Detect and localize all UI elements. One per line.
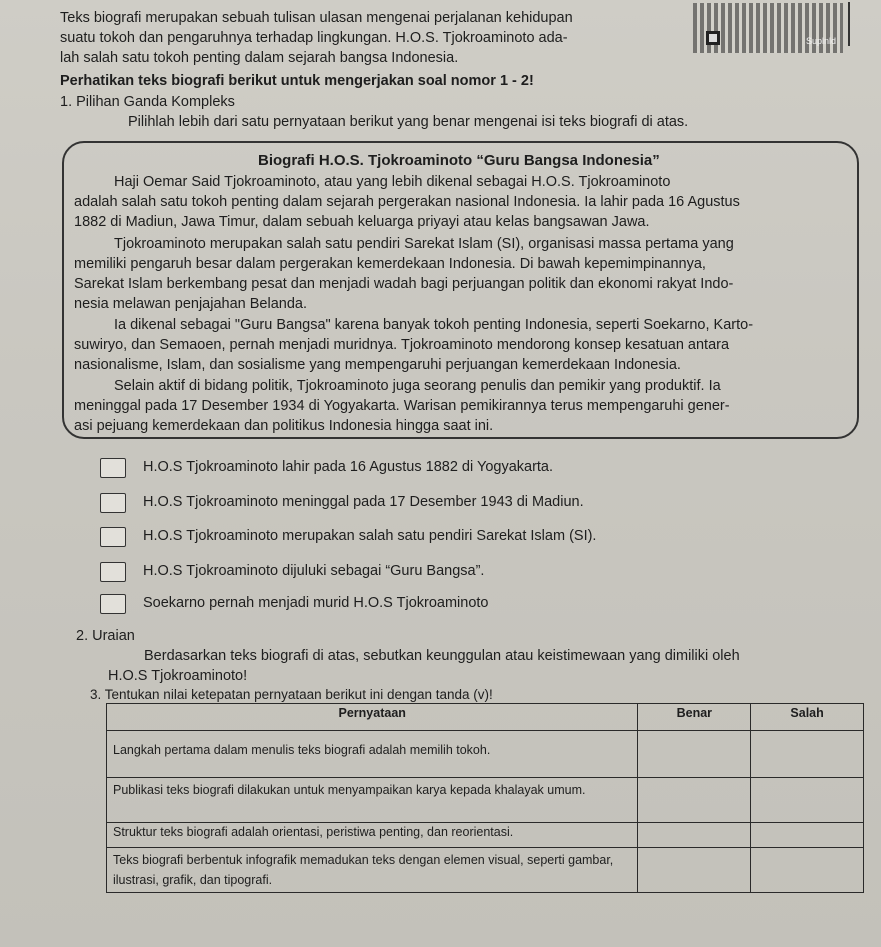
true-false-table: [106, 703, 864, 893]
q2-title: 2. Uraian: [76, 628, 135, 644]
q1-prompt: Pilihlah lebih dari satu pernyataan berikut yang benar mengenai isi teks biografi di atas.: [128, 114, 689, 130]
intro-line-3: lah salah satu tokoh penting dalam sejarah bangsa Indonesia.: [60, 50, 459, 66]
q1-title: 1. Pilihan Ganda Kompleks: [60, 94, 235, 110]
bio-p4-l2: meninggal pada 17 Desember 1934 di Yogyakarta. Warisan pemikirannya terus mempengaruhi gener-: [74, 398, 730, 414]
table-row: [107, 848, 864, 893]
option-2-checkbox[interactable]: [100, 493, 126, 513]
bio-p1-l3: 1882 di Madiun, Jawa Timur, dalam sebuah keluarga priyayi atau kelas bangsawan Jawa.: [74, 214, 650, 230]
option-4-label: H.O.S Tjokroaminoto dijuluki sebagai “Guru Bangsa”.: [143, 563, 485, 579]
intro-line-2: suatu tokoh dan pengaruhnya terhadap lingkungan. H.O.S. Tjokroaminoto ada-: [60, 30, 568, 46]
option-3-checkbox[interactable]: [100, 527, 126, 547]
qr-marker-icon: [706, 31, 720, 45]
header-true: Benar: [638, 704, 751, 731]
header-statement: Pernyataan: [107, 704, 638, 731]
answer-false-cell[interactable]: [751, 848, 864, 893]
option-1-label: H.O.S Tjokroaminoto lahir pada 16 Agustus 1882 di Yogyakarta.: [143, 459, 554, 475]
bio-p4-l3: asi pejuang kemerdekaan dan politikus Indonesia hingga saat ini.: [74, 418, 494, 434]
option-5-checkbox[interactable]: [100, 594, 126, 614]
bio-p2-l1: Tjokroaminoto merupakan salah satu pendiri Sarekat Islam (SI), organisasi massa pertama yang: [114, 236, 734, 252]
bio-p3-l2: suwiryo, dan Semaoen, pernah menjadi muridnya. Tjokroaminoto mendorong konsep kesatuan antara: [74, 337, 730, 353]
bio-p2-l2: memiliki pengaruh besar dalam pergerakan kemerdekaan Indonesia. Di bawah kepemimpinannya,: [74, 256, 706, 272]
answer-true-cell[interactable]: [638, 731, 751, 778]
biography-title: Biografi H.O.S. Tjokroaminoto “Guru Bangsa Indonesia”: [258, 152, 660, 169]
option-1-checkbox[interactable]: [100, 458, 126, 478]
q2-prompt-line-2: H.O.S Tjokroaminoto!: [108, 668, 248, 684]
instruction: Perhatikan teks biografi berikut untuk mengerjakan soal nomor 1 - 2!: [60, 73, 534, 89]
option-4-checkbox[interactable]: [100, 562, 126, 582]
answer-true-cell[interactable]: [638, 778, 751, 823]
bio-p4-l1: Selain aktif di bidang politik, Tjokroaminoto juga seorang penulis dan pemikir yang produktif. Ia: [114, 378, 721, 394]
answer-true-cell[interactable]: [638, 823, 751, 848]
bio-p1-l2: adalah salah satu tokoh penting dalam sejarah pergerakan nasional Indonesia. Ia lahir pada 16 Agustus: [74, 194, 740, 210]
bio-p3-l1: Ia dikenal sebagai "Guru Bangsa" karena banyak tokoh penting Indonesia, seperti Soekarno, Karto-: [114, 317, 754, 333]
answer-false-cell[interactable]: [751, 731, 864, 778]
answer-false-cell[interactable]: [751, 823, 864, 848]
statement-cell: Publikasi teks biografi dilakukan untuk menyampaikan karya kepada khalayak umum.: [107, 778, 638, 823]
option-5-label: Soekarno pernah menjadi murid H.O.S Tjokroaminoto: [143, 595, 489, 611]
statement-cell: Struktur teks biografi adalah orientasi, peristiwa penting, dan reorientasi.: [107, 823, 638, 848]
option-2-label: H.O.S Tjokroaminoto meninggal pada 17 Desember 1943 di Madiun.: [143, 494, 584, 510]
header-false: Salah: [751, 704, 864, 731]
q3-title: 3. Tentukan nilai ketepatan pernyataan berikut ini dengan tanda (v)!: [90, 687, 493, 702]
bio-p2-l4: nesia melawan penjajahan Belanda.: [74, 296, 307, 312]
answer-true-cell[interactable]: [638, 848, 751, 893]
table-row: [107, 778, 864, 823]
table-row: [107, 731, 864, 778]
bio-p1-l1: Haji Oemar Said Tjokroaminoto, atau yang lebih dikenal sebagai H.O.S. Tjokroaminoto: [114, 174, 671, 190]
answer-false-cell[interactable]: [751, 778, 864, 823]
page-edge-icon: [848, 2, 864, 46]
option-3-label: H.O.S Tjokroaminoto merupakan salah satu pendiri Sarekat Islam (SI).: [143, 528, 597, 544]
table-row: [107, 823, 864, 848]
qr-label: Suplnld: [806, 36, 837, 46]
bio-p3-l3: nasionalisme, Islam, dan sosialisme yang mempengaruhi perjuangan kemerdekaan Indonesia.: [74, 357, 681, 373]
bio-p2-l3: Sarekat Islam berkembang pesat dan menjadi wadah bagi perjuangan politik dan ekonomi rakyat Indo-: [74, 276, 734, 292]
statement-cell: Teks biografi berbentuk infografik memadukan teks dengan elemen visual, seperti gambar, ilustrasi, grafik, dan tipografi.: [107, 848, 638, 893]
statement-cell: Langkah pertama dalam menulis teks biografi adalah memilih tokoh.: [107, 731, 638, 778]
intro-line-1: Teks biografi merupakan sebuah tulisan ulasan mengenai perjalanan kehidupan: [60, 10, 573, 26]
q2-prompt-line-1: Berdasarkan teks biografi di atas, sebutkan keunggulan atau keistimewaan yang dimiliki oleh: [144, 648, 740, 664]
table-header-row: [107, 704, 864, 731]
